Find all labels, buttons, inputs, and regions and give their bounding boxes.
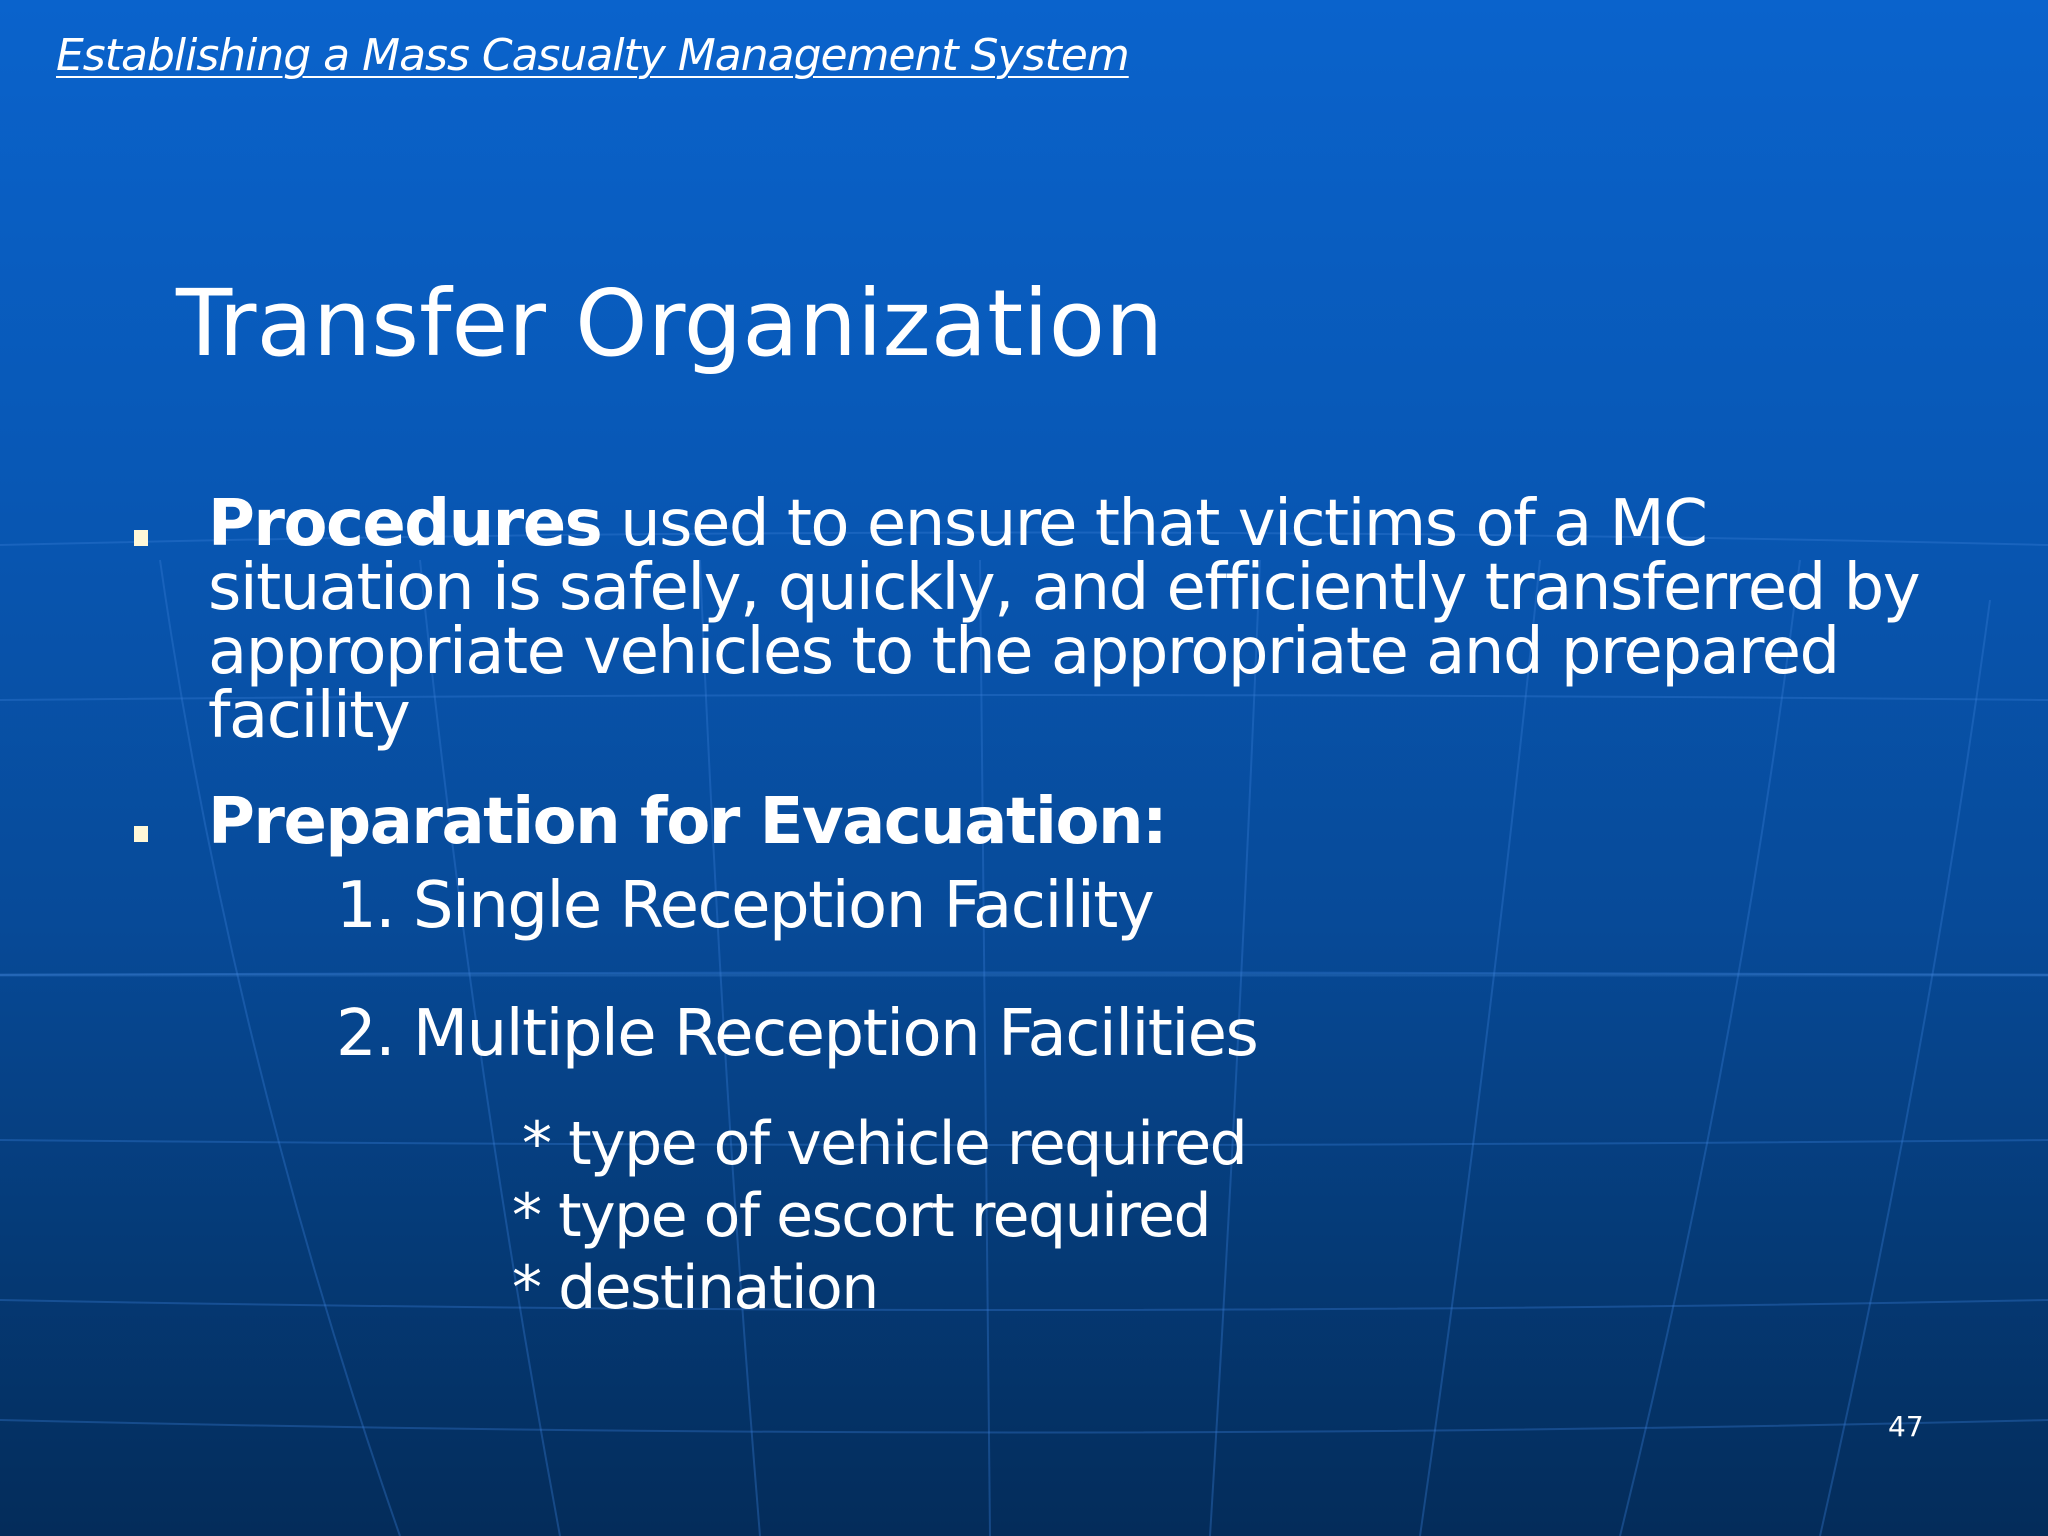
page-number: 47 (1888, 1410, 1924, 1443)
bullet-preparation-heading: Preparation for Evacuation: (208, 785, 1167, 859)
slide-title: Transfer Organization (176, 270, 1164, 377)
procedures-label: Procedures (208, 487, 602, 561)
bullet-procedures (208, 487, 1968, 753)
bullet-procedures-line-1 (208, 487, 1968, 561)
sub-item: * type of escort required (512, 1181, 1211, 1251)
numbered-item: 1. Single Reception Facility (336, 869, 1154, 943)
numbered-item: 2. Multiple Reception Facilities (336, 997, 1258, 1071)
sub-item: * type of vehicle required (522, 1109, 1247, 1179)
bullet-marker (134, 826, 148, 842)
procedures-line-1-text: used to ensure that victims of a MC (601, 487, 1707, 561)
sub-item: * destination (512, 1253, 878, 1323)
bullet-procedures-line-4: facility (208, 679, 410, 753)
bullet-procedures-line-2: situation is safely, quickly, and efficiently transferred by (208, 551, 1920, 625)
bullet-marker (134, 530, 148, 546)
slide-header: Establishing a Mass Casualty Management System (56, 30, 1129, 81)
bullet-procedures-line-3: appropriate vehicles to the appropriate and prepared (208, 615, 1839, 689)
